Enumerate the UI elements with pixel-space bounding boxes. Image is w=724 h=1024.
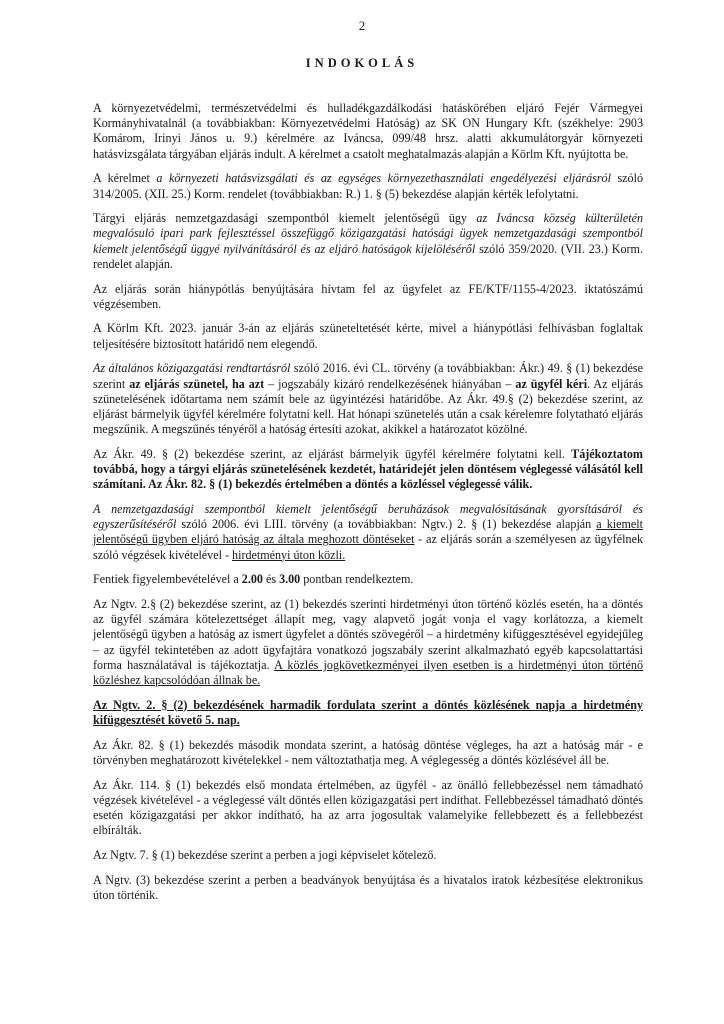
text-run: Fentiek figyelembevételével a <box>93 572 242 587</box>
document-body <box>93 101 643 912</box>
paragraph-6 <box>93 361 643 437</box>
paragraph-2 <box>93 171 643 201</box>
bold-run: az eljárás szünetel, ha azt <box>129 376 265 391</box>
text-run: Az Ákr. 49. § (2) bekezdése szerint, az eljárást bármelyik ügyfél kérelmére folytatni kell. <box>93 446 572 461</box>
underlined-run: A közlés jogkövetkezményei ilyen esetben is a hirdetményi úton történő közléshez kapcsolódóan állnak be. <box>93 657 643 687</box>
text-run: – jogszabály kizáró rendelkezésének hiányában – <box>264 376 516 391</box>
bold-run: 2.00 <box>241 572 263 587</box>
document-title: INDOKOLÁS <box>305 56 419 70</box>
bold-run: az ügyfél kéri <box>515 376 588 391</box>
text-run: A kérelmet <box>93 171 157 186</box>
law-title: A nemzetgazdasági szempontból kiemelt jelentőségű beruházások megvalósításának gyorsításáról és egyszerűsítéséről <box>93 501 643 532</box>
paragraph-13: Az Ákr. 114. § (1) bekezdés első mondata értelmében, az ügyfél - az önálló fellebbezéssel nem támadható végzések kivételével - a véglegessé vált döntés ellen közigazgatási pert indíthat. Fellebbezéssel támadható döntés esetén közigazgatási per akkor indítható, ha az arra jogosultak valamelyike fellebbezett és a fellebbezést elbírálták. <box>93 777 643 838</box>
text-run: Az Ngtv. 2.§ (2) bekezdése szerint, az (1) bekezdés szerinti hirdetményi úton történő közlés esetén, ha a döntés az ügyfél számára kötelezettséget állapít meg, vagy alapvető jogát vonja el vagy korlátozza, a kiemelt jelentőségű ügyben a hatóság az ismert ügyfelet a döntés szövegéről – a hirdetmény kifüggesztésével egyidejűleg – az ügyfél tekintetében az adott ügyfajtára vonatkozó jogszabály szerint alkalmazható egyéb kapcsolattartási forma használatával is tájékoztatja. <box>93 596 643 672</box>
bold-run: 3.00 <box>279 572 301 587</box>
paragraph-4: Az eljárás során hiánypótlás benyújtására hívtam fel az ügyfelet az FE/KTF/1155-4/2023. iktatószámú végzésemben. <box>93 281 643 311</box>
paragraph-8 <box>93 502 643 563</box>
paragraph-14: Az Ngtv. 7. § (1) bekezdése szerint a perben a jogi képviselet kötelező. <box>93 847 437 862</box>
text-run: és <box>262 572 280 587</box>
text-run: szóló 359/2020. (VII. 23.) Korm. rendelet alapján. <box>93 241 643 271</box>
underlined-run: a kiemelt jelentőségű ügyben eljáró hatóság az általa meghozott döntéseket <box>93 517 643 547</box>
law-title: a környezeti hatásvizsgálati és az egységes környezethasználati engedélyezési eljárásról <box>156 171 611 186</box>
paragraph-10 <box>93 597 643 688</box>
text-run: - az eljárás során a személyesen az ügyfélnek szóló végzések kivételével - <box>93 532 643 562</box>
paragraph-12: Az Ákr. 82. § (1) bekezdés második mondata szerint, a hatóság döntése végleges, ha azt a hatóság már - e törvényben meghatározott kivételekkel - nem változtathatja meg. A véglegesség a döntés közlésével áll be. <box>93 737 643 767</box>
underlined-run: hirdetményi úton közli. <box>232 547 346 562</box>
paragraph-15: A Ngtv. (3) bekezdése szerint a perben a beadványok benyújtása és a hivatalos iratok kézbesítése elektronikus úton történik. <box>93 872 643 902</box>
paragraph-11: Az Ngtv. 2. § (2) bekezdésének harmadik fordulata szerint a döntés közlésének napja a hirdetmény kifüggesztését követő 5. nap. <box>93 697 643 727</box>
bold-run: Tájékoztatom továbbá, hogy a tárgyi eljárás szünetelésének kezdetét, határidejét jelen döntésem véglegessé válásától kell számítani. Az Ákr. 82. § (1) bekezdés értelmében a döntés a közléssel véglegessé válik. <box>93 446 643 492</box>
law-title: az Iváncsa község külterületén megvalósuló ipari park fejlesztéssel összefüggő közigazgatási hatósági ügyek nemzetgazdasági szempontból kiemelt jelentőségű üggyé nyilvánításáról és az eljáró hatóságok kijelöléséről <box>93 211 644 256</box>
text-run: szóló 2016. évi CL. törvény (a továbbiakban: Ákr.) 49. § (1) bekezdése szerint <box>93 361 643 391</box>
text-run: szóló 2006. évi LIII. törvény (a továbbiakban: Ngtv.) 2. § (1) bekezdése alapján <box>176 517 597 532</box>
paragraph-7 <box>93 447 643 493</box>
paragraph-5: A Körlm Kft. 2023. január 3-án az eljárás szüneteltetését kérte, mivel a hiánypótlási felhívásban foglaltak teljesítésére biztosított határidő nem elegendő. <box>93 321 643 351</box>
paragraph-1: A környezetvédelmi, természetvédelmi és hulladékgazdálkodási hatáskörében eljáró Fejér Vármegyei Kormányhivatalnál (a továbbiakban: Környezetvédelmi Hatóság) az SK ON Hungary Kft. (székhelye: 2903 Komárom, Irinyi János u. 9.) kérelmére az Iváncsa, 099/48 hrsz. alatti akkumulátorgyár környezeti hatásvizsgálata tárgyában eljárás indult. A kérelmet a csatolt meghatalmazás alapján a Körlm Kft. nyújtotta be. <box>93 101 643 161</box>
text-run: szóló 314/2005. (XII. 25.) Korm. rendelet (továbbiakban: R.) 1. § (5) bekezdése alapján kérték lefolytatni. <box>93 171 644 201</box>
text-run: pontban rendelkeztem. <box>300 572 414 587</box>
text-run: . Az eljárás szünetelésének időtartama nem számít bele az ügyintézési határidőbe. Az Ákr. 49.§ (2) bekezdése szerint, az eljárást bármelyik ügyfél kérelmére folytatni kell. Hat hónapi szünetelés után a csak kérelemre folytatható eljárás megszűnik. A megszűnés tényéről a hatóság értesíti azokat, akikkel a határozatot közölné. <box>93 376 644 437</box>
text-run: Tárgyi eljárás nemzetgazdasági szempontból kiemelt jelentőségű ügy <box>93 211 477 226</box>
law-title: Az általános közigazgatási rendtartásról <box>93 361 291 376</box>
page-number: 2 <box>358 18 366 33</box>
paragraph-9 <box>93 572 643 587</box>
paragraph-3 <box>93 211 643 272</box>
